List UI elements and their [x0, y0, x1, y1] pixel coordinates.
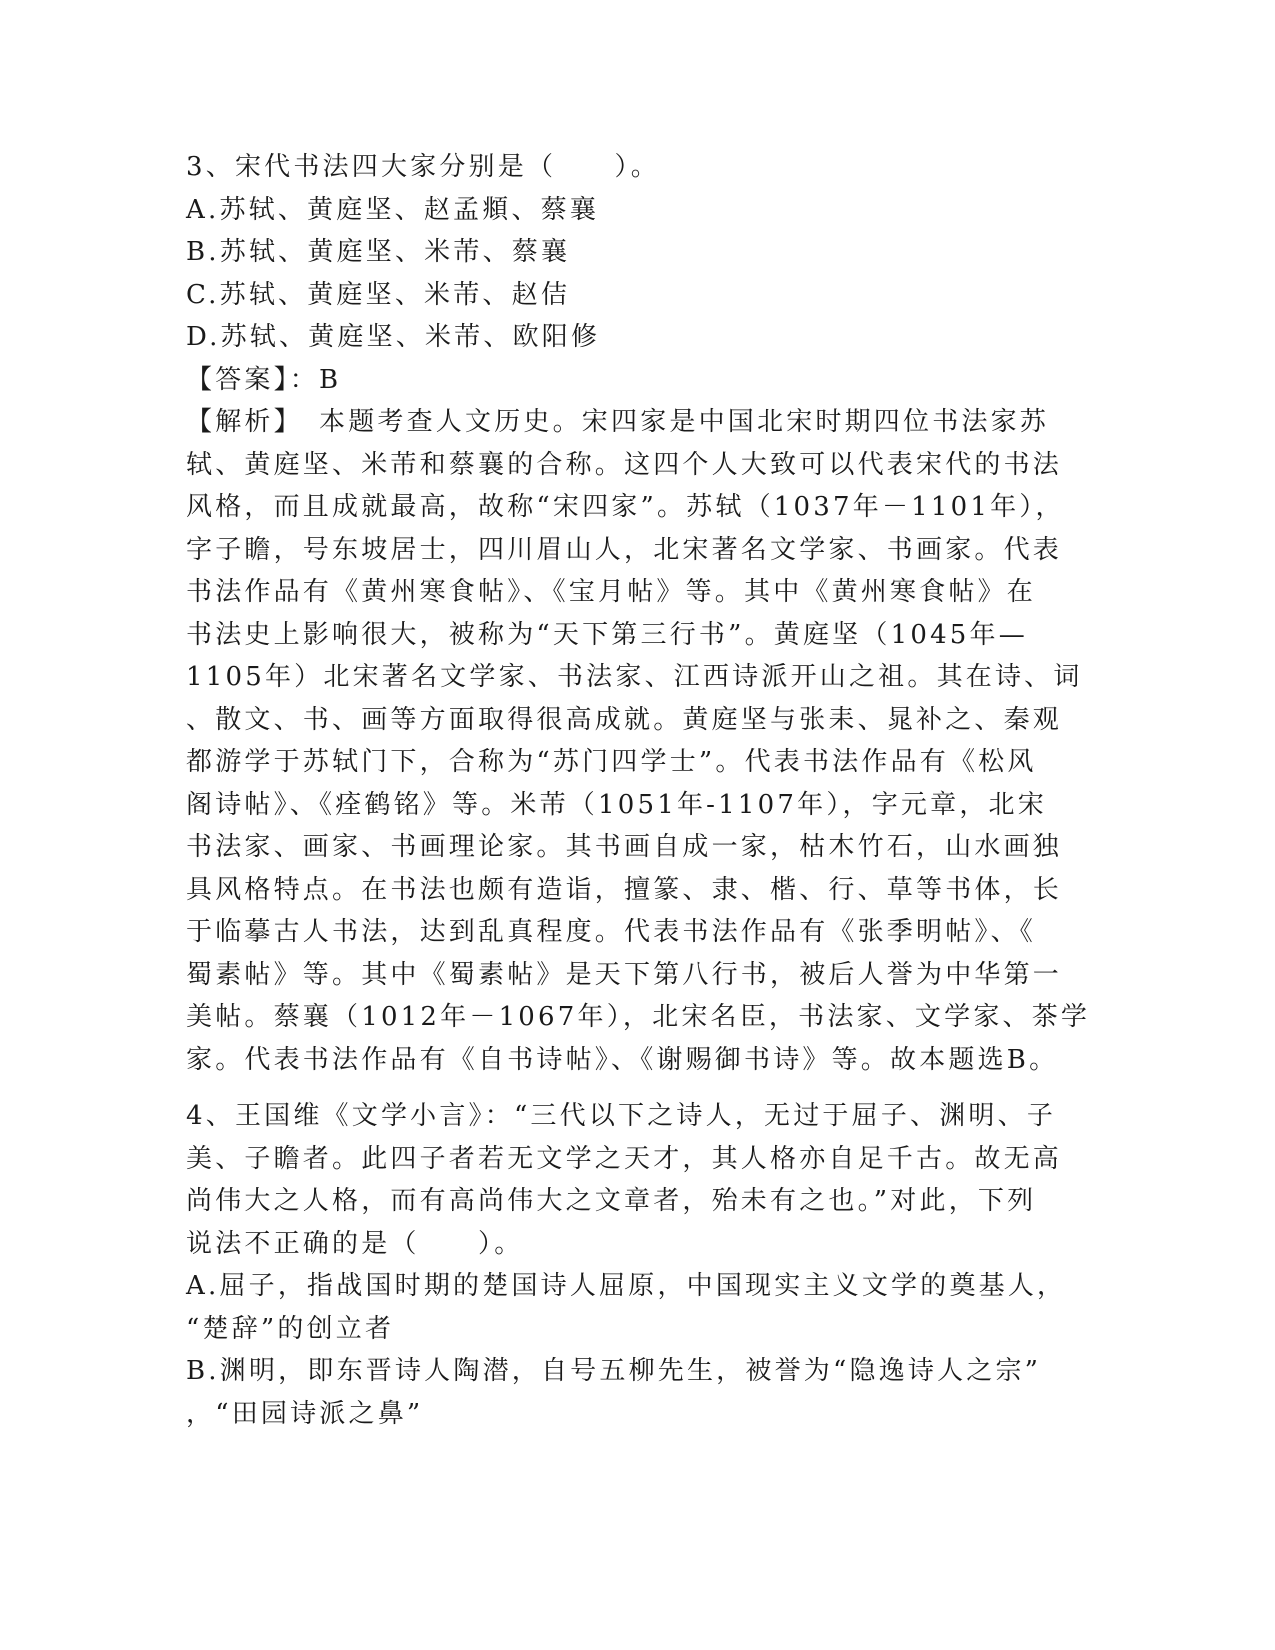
question-4-option-b: B.渊明，即东晋诗人陶潜，自号五柳先生，被誉为“隐逸诗人之宗” — [186, 1356, 1042, 1386]
analysis-line: 都游学于苏轼门下，合称为“苏门四学士”。代表书法作品有《松风 — [186, 747, 1037, 777]
question-4-option-a: A.屈子，指战国时期的楚国诗人屈原，中国现实主义文学的奠基人， — [186, 1271, 1067, 1301]
question-4-stem-line: 尚伟大之人格，而有高尚伟大之文章者，殆未有之也。”对此，下列 — [186, 1186, 1037, 1216]
question-3-analysis — [186, 401, 1091, 1081]
analysis-line: 美帖。蔡襄（1012年－1067年），北宋名臣，书法家、文学家、茶学 — [186, 1002, 1091, 1032]
question-4-stem-line: 说法不正确的是（ ）。 — [186, 1228, 524, 1259]
analysis-line: 于临摹古人书法，达到乱真程度。代表书法作品有《张季明帖》、《 — [186, 917, 1037, 947]
analysis-line: 具风格特点。在书法也颇有造诣，擅篆、隶、楷、行、草等书体，长 — [186, 874, 1063, 905]
document-page — [186, 146, 1091, 1435]
question-4-stem-line: 4、王国维《文学小言》：“三代以下之诗人，无过于屈子、渊明、子 — [186, 1101, 1057, 1131]
question-3-option-d: D.苏轼、黄庭坚、米芾、欧阳修 — [186, 322, 601, 352]
analysis-line: 风格，而且成就最高，故称“宋四家”。苏轼（1037年－1101年）， — [186, 492, 1065, 522]
question-3-option-a: A.苏轼、黄庭坚、赵孟頫、蔡襄 — [186, 194, 600, 225]
question-3-option-b: B.苏轼、黄庭坚、米芾、蔡襄 — [186, 237, 571, 267]
analysis-line: 【解析】 本题考查人文历史。宋四家是中国北宋时期四位书法家苏 — [186, 407, 1050, 437]
analysis-line: 家。代表书法作品有《自书诗帖》、《谢赐御书诗》等。故本题选B。 — [186, 1044, 1059, 1075]
question-3-option-c: C.苏轼、黄庭坚、米芾、赵佶 — [186, 279, 571, 310]
question-4-option-a-cont: “楚辞”的创立者 — [186, 1313, 395, 1344]
analysis-line: 书法史上影响很大，被称为“天下第三行书”。黄庭坚（1045年— — [186, 619, 1028, 650]
analysis-line: 、散文、书、画等方面取得很高成就。黄庭坚与张耒、晁补之、秦观 — [186, 704, 1063, 735]
question-4-stem-line: 美、子瞻者。此四子者若无文学之天才，其人格亦自足千古。故无高 — [186, 1143, 1063, 1174]
analysis-line: 字子瞻，号东坡居士，四川眉山人，北宋著名文学家、书画家。代表 — [186, 534, 1063, 565]
question-spacer — [186, 1081, 1086, 1095]
question-3-stem: 3、宋代书法四大家分别是（ ）。 — [186, 152, 660, 182]
question-4 — [186, 1095, 1086, 1435]
analysis-line: 轼、黄庭坚、米芾和蔡襄的合称。这四个人大致可以代表宋代的书法 — [186, 449, 1063, 480]
analysis-line: 阁诗帖》、《痊鹤铭》等。米芾（1051年-1107年），字元章，北宋 — [186, 789, 1047, 820]
question-4-option-b-cont: ，“田园诗派之鼻” — [186, 1398, 424, 1429]
analysis-line: 书法家、画家、书画理论家。其书画自成一家，枯木竹石，山水画独 — [186, 832, 1063, 862]
question-3-answer: 【答案】：B — [186, 364, 342, 395]
question-3 — [186, 146, 1091, 1081]
analysis-line: 书法作品有《黄州寒食帖》、《宝月帖》等。其中《黄州寒食帖》在 — [186, 577, 1037, 607]
analysis-line: 蜀素帖》等。其中《蜀素帖》是天下第八行书，被后人誉为中华第一 — [186, 959, 1063, 990]
analysis-line: 1105年）北宋著名文学家、书法家、江西诗派开山之祖。其在诗、词 — [186, 662, 1083, 692]
